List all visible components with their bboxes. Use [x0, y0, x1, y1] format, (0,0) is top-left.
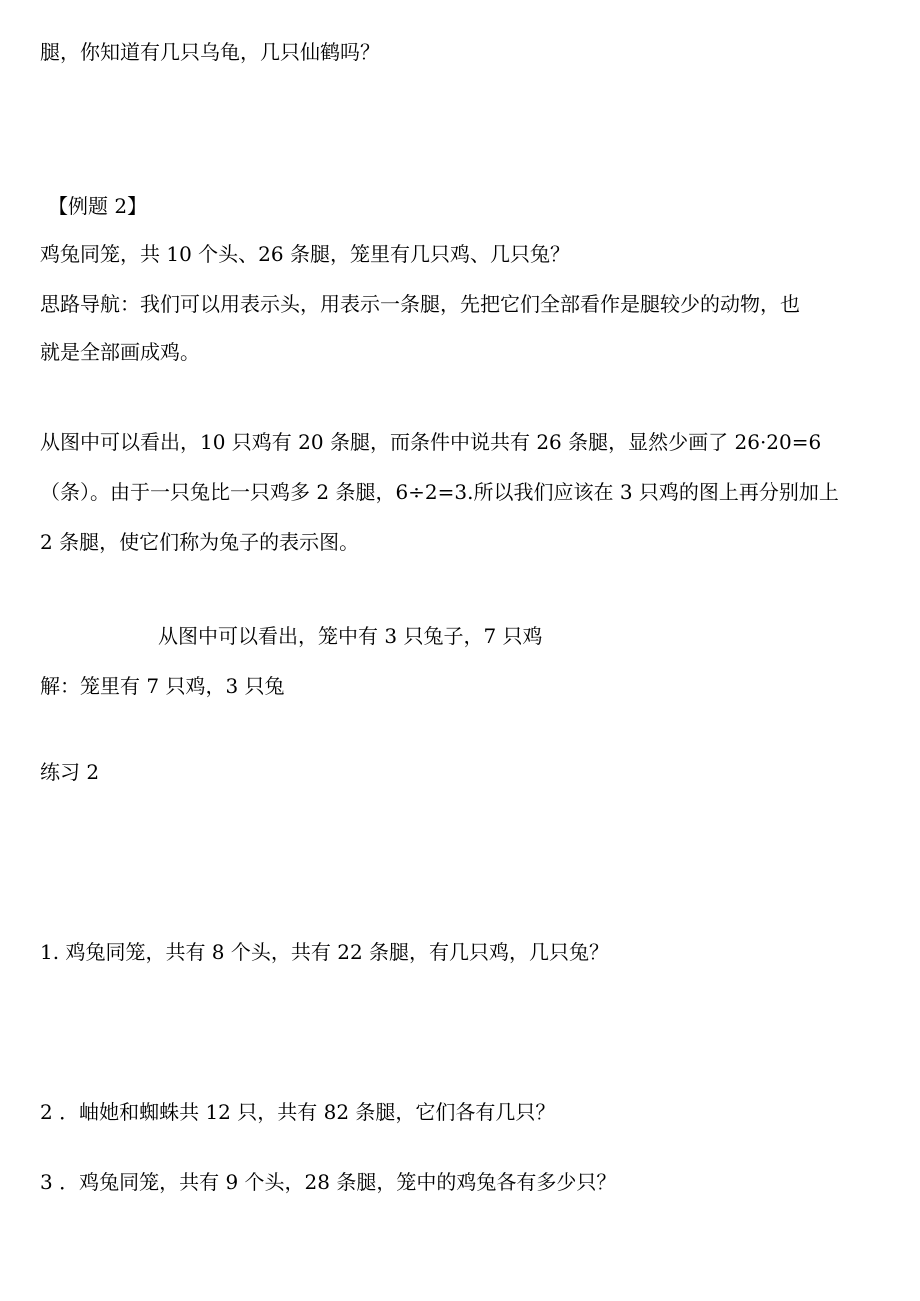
analysis-line-2: （条）。由于一只兔比一只鸡多 2 条腿，6÷2=3.所以我们应该在 3 只鸡的图上再分别加上 — [40, 480, 839, 504]
analysis-line-3: 2 条腿，使它们称为兔子的表示图。 — [40, 530, 360, 554]
exercise-3: 3 ．鸡兔同笼，共有 9 个头，28 条腿，笼中的鸡兔各有多少只？ — [40, 1170, 617, 1194]
top-line: 腿，你知道有几只乌龟，几只仙鹤吗？ — [40, 40, 380, 64]
exercise-1: 1. 鸡兔同笼，共有 8 个头，共有 22 条腿，有几只鸡，几只兔？ — [40, 940, 610, 964]
hint-line-1: 思路导航：我们可以用表示头，用表示一条腿，先把它们全部看作是腿较少的动物，也 — [40, 292, 800, 316]
hint-line-2: 就是全部画成鸡。 — [40, 340, 200, 364]
example-heading: 【例题 2】 — [48, 194, 148, 218]
solution-line: 解：笼里有 7 只鸡，3 只兔 — [40, 674, 285, 698]
analysis-line-1: 从图中可以看出，10 只鸡有 20 条腿，而条件中说共有 26 条腿，显然少画了 26·20=6 — [40, 430, 822, 454]
example-question: 鸡兔同笼，共 10 个头、26 条腿，笼里有几只鸡、几只兔？ — [40, 242, 570, 266]
figure-caption: 从图中可以看出，笼中有 3 只兔子，7 只鸡 — [158, 624, 543, 648]
exercise-2: 2 ．岫她和蜘蛛共 12 只，共有 82 条腿，它们各有几只？ — [40, 1100, 556, 1124]
practice-heading: 练习 2 — [40, 760, 100, 784]
